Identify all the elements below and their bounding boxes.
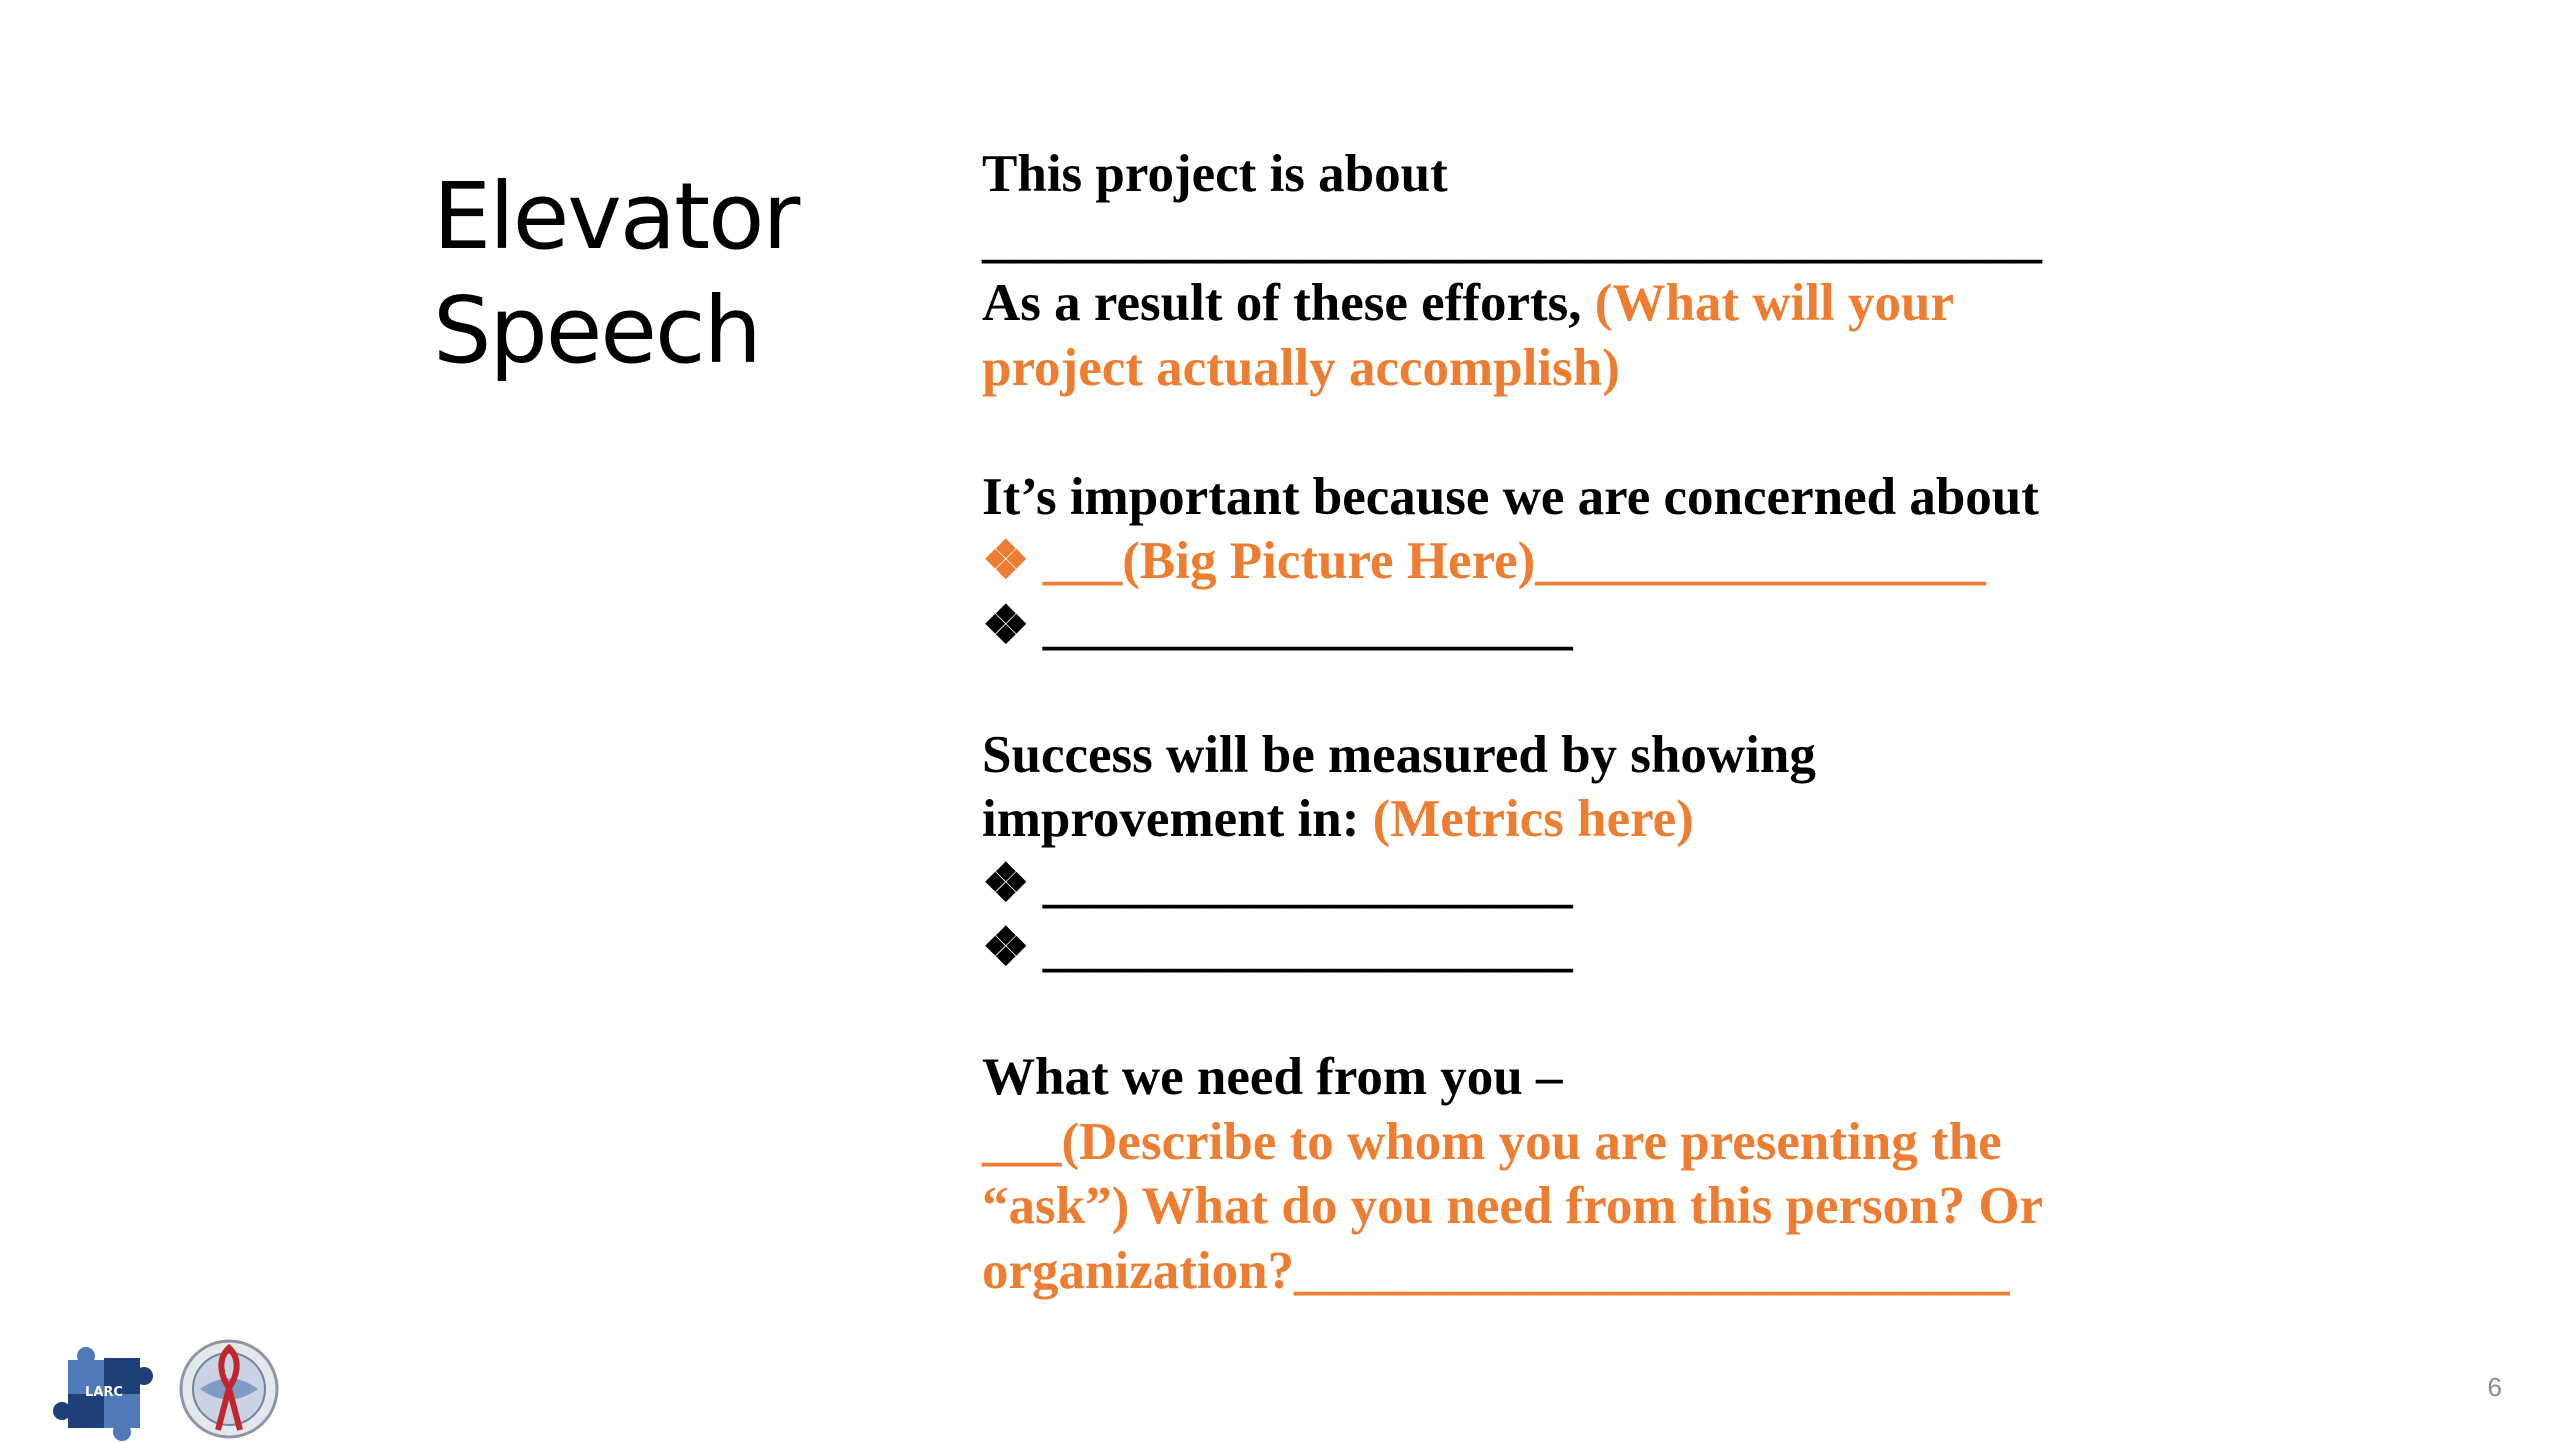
success-label: improvement in:: [982, 790, 1373, 848]
ask-prompt-3: organization?___________________________: [982, 1241, 2010, 1300]
diamond-bullet-icon: ❖: [982, 532, 1030, 590]
project-about-blank: ________________________________________: [982, 209, 2042, 268]
importance-line: It’s important because we are concerned about: [982, 467, 2039, 526]
metrics-bullet-1: [982, 852, 2182, 917]
metrics-prompt: (Metrics here): [1372, 790, 1694, 848]
need-line: What we need from you –: [982, 1048, 1563, 1106]
slide-title-line2: Speech: [433, 277, 760, 384]
success-line-2: [982, 787, 2182, 852]
result-prompt: (What will your: [1594, 274, 1955, 332]
importance-bullet-1: [982, 529, 2182, 594]
ask-prompt-1: ___(Describe to whom you are presenting the: [982, 1112, 2002, 1171]
diamond-bullet-icon: ❖: [982, 854, 1030, 913]
ribbon-globe-seal-logo: [178, 1338, 280, 1440]
importance-bullet-1-text: ___(Big Picture Here)_________________: [1042, 532, 1986, 590]
slide-body: [982, 142, 2182, 1303]
larc-logo-text: LARC: [85, 1385, 123, 1400]
success-line: Success will be measured by showing: [982, 725, 1816, 784]
slide-title-line1: Elevator: [433, 163, 799, 270]
larc-puzzle-logo: [48, 1336, 166, 1442]
result-label: As a result of these efforts,: [982, 274, 1595, 332]
page-number: 6: [2487, 1372, 2502, 1402]
project-about-line: This project is about: [982, 145, 1448, 203]
metrics-bullet-2-text: ____________________: [1042, 919, 1573, 977]
slide-title: [433, 160, 798, 388]
diamond-bullet-icon: ❖: [982, 596, 1030, 655]
ask-prompt-2: “ask”) What do you need from this person? Or: [982, 1177, 2044, 1235]
metrics-bullet-1-text: ____________________: [1042, 854, 1573, 913]
result-line: [982, 271, 2182, 336]
importance-bullet-2-text: ____________________: [1042, 596, 1573, 655]
result-prompt-cont: project actually accomplish): [982, 338, 1620, 397]
diamond-bullet-icon: ❖: [982, 919, 1030, 977]
metrics-bullet-2: [982, 916, 2182, 981]
importance-bullet-2: [982, 594, 2182, 659]
